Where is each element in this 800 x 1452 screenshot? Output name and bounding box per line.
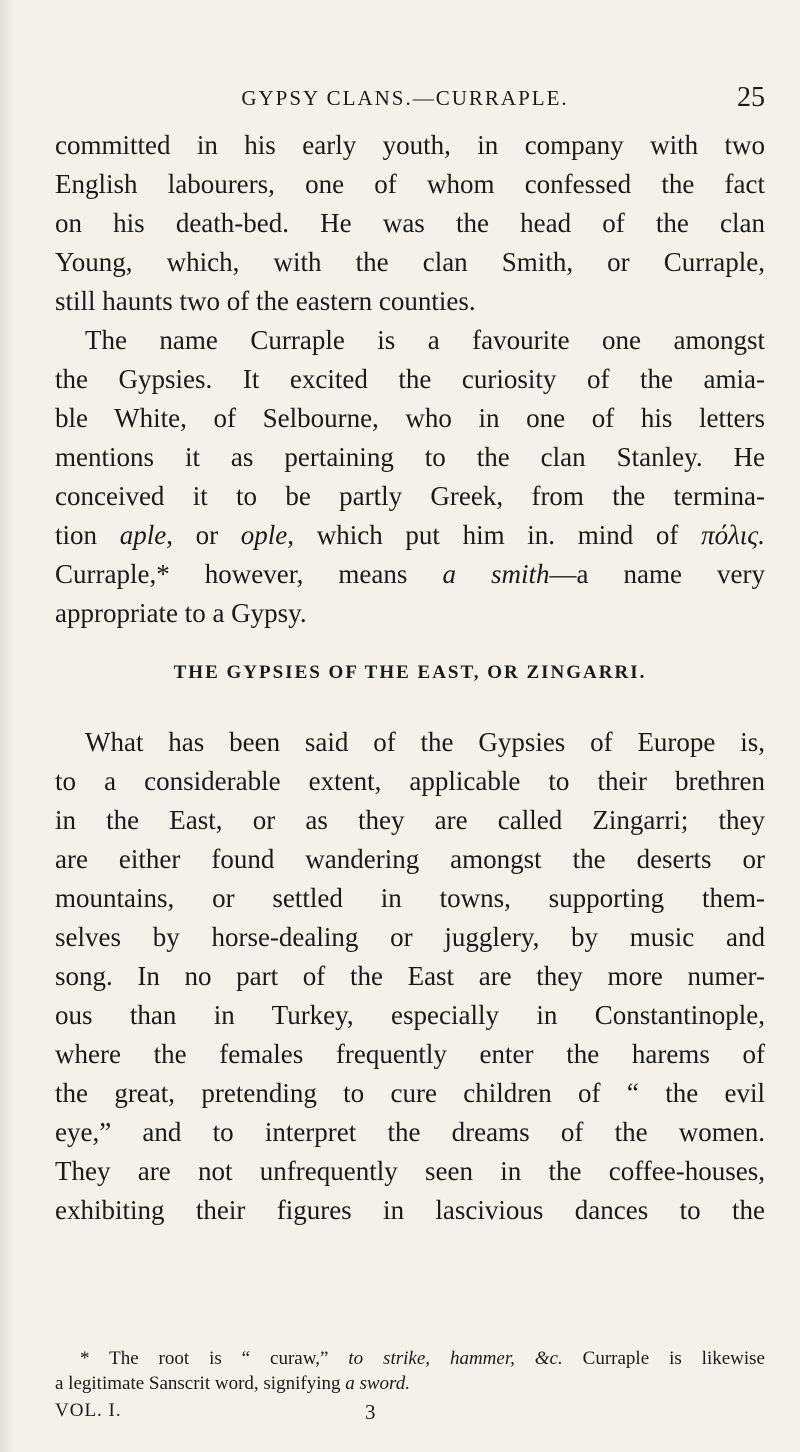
text-run: —a name very <box>549 559 765 589</box>
page-edge-shadow <box>0 0 14 1452</box>
text-line: appropriate to a Gypsy. <box>55 598 307 628</box>
text-line: committed in his early youth, in company with two <box>55 130 765 160</box>
text-line: ble White, of Selbourne, who in one of his letters <box>55 403 765 433</box>
text-line: on his death-bed. He was the head of the clan <box>55 208 765 238</box>
body-text-top <box>55 126 765 633</box>
running-head <box>55 82 765 120</box>
text-line: mentions it as pertaining to the clan Stanley. He <box>55 442 765 472</box>
signature-mark: 3 <box>365 1400 377 1424</box>
text-run: Curraple is likewise <box>562 1348 765 1369</box>
italic-term: a sword. <box>345 1373 410 1394</box>
text-line <box>55 516 765 555</box>
text-run: , or <box>166 520 241 550</box>
page-number: 25 <box>737 82 765 113</box>
text-line: where the females frequently enter the harems of <box>55 1039 765 1069</box>
text-run: a legitimate Sanscrit word, signifying <box>55 1373 346 1394</box>
body-text-bottom <box>55 723 765 1230</box>
text-line: the Gypsies. It excited the curiosity of the amia- <box>55 364 765 394</box>
text-line: What has been said of the Gypsies of Europe is, <box>85 727 765 757</box>
signature-line <box>55 1400 765 1426</box>
text-run: , which put him in. mind of <box>287 520 702 550</box>
text-run: Curraple,* however, means <box>55 559 443 589</box>
italic-term: a smith <box>442 559 550 589</box>
text-line: They are not unfrequently seen in the coffee-houses, <box>55 1156 765 1186</box>
italic-term: aple <box>119 520 167 550</box>
section-heading: THE GYPSIES OF THE EAST, OR ZINGARRI. <box>173 662 647 683</box>
text-line: in the East, or as they are called Zingarri; they <box>55 805 765 835</box>
text-run: * The root is “ curaw,” <box>80 1348 349 1369</box>
italic-term: ople <box>240 520 288 550</box>
italic-term: to strike, hammer, &c. <box>348 1348 563 1369</box>
text-line: conceived it to be partly Greek, from the termina- <box>55 481 765 511</box>
text-line: Young, which, with the clan Smith, or Curraple, <box>55 247 765 277</box>
text-line: mountains, or settled in towns, supporting them- <box>55 883 765 913</box>
running-title: GYPSY CLANS.—CURRAPLE. <box>241 86 569 110</box>
footnote-line <box>55 1371 765 1396</box>
text-line <box>55 555 765 594</box>
volume-label: VOL. I. <box>55 1400 122 1421</box>
text-line: song. In no part of the East are they more numer- <box>55 961 765 991</box>
text-line: exhibiting their figures in lascivious dances to the <box>55 1195 765 1225</box>
greek-word: πόλις. <box>701 520 765 550</box>
text-line: still haunts two of the eastern counties. <box>55 286 476 316</box>
text-run: tion <box>55 520 120 550</box>
text-line: eye,” and to interpret the dreams of the women. <box>55 1117 765 1147</box>
footnote <box>55 1346 765 1396</box>
footnote-line <box>55 1346 765 1371</box>
text-line: English labourers, one of whom confessed the fact <box>55 169 765 199</box>
text-line: The name Curraple is a favourite one amongst <box>85 325 765 355</box>
text-line: ous than in Turkey, especially in Constantinople, <box>55 1000 765 1030</box>
text-line: the great, pretending to cure children of “ the evil <box>55 1078 765 1108</box>
text-line: to a considerable extent, applicable to their brethren <box>55 766 765 796</box>
text-line: are either found wandering amongst the deserts or <box>55 844 765 874</box>
text-line: selves by horse-dealing or jugglery, by music and <box>55 922 765 952</box>
